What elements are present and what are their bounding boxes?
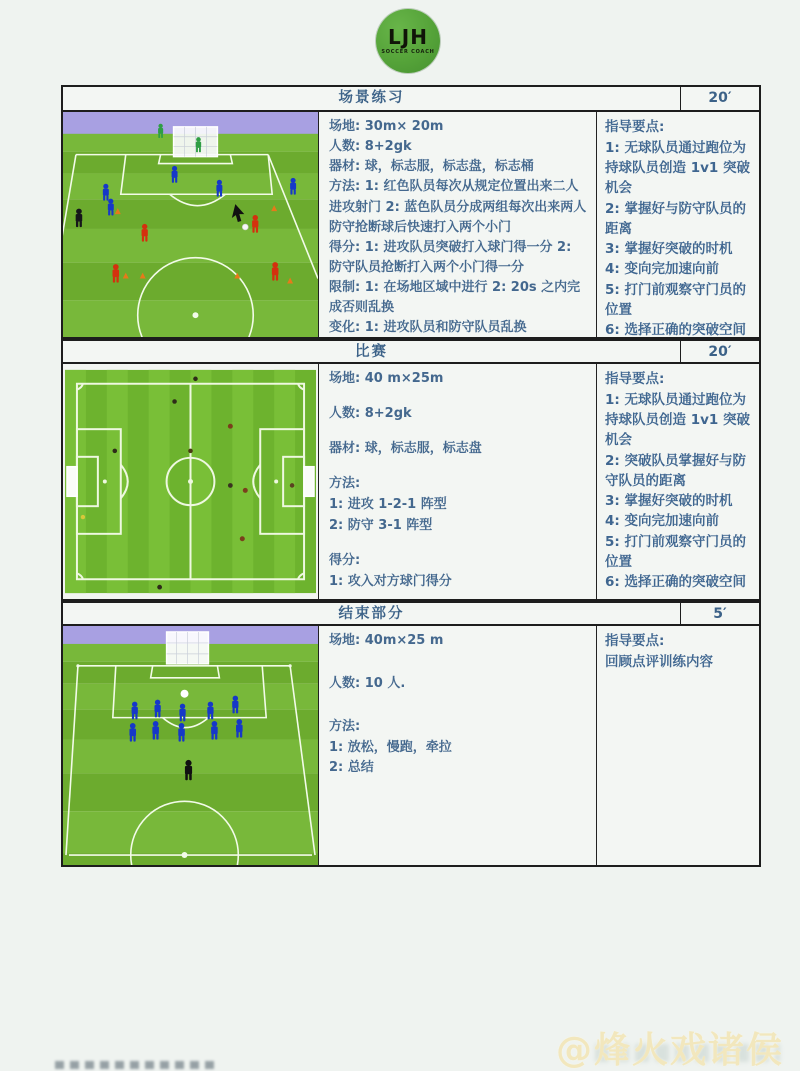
detail-line: 得分: [329,552,361,568]
detail-line: 1: 放松，慢跑，牵拉 [329,739,452,755]
coaching-point: 4: 变向完加速向前 [605,261,719,278]
coaching-point: 6: 选择正确的突破空间 [605,574,746,591]
training-plan-table [61,85,761,867]
coaching-points-title: 指导要点: [605,119,665,135]
detail-line: 人数: 8+2gk [329,406,412,422]
coaching-points-list [605,138,753,341]
coaching-points-list [605,390,753,593]
section2-header-row [63,339,759,364]
detail-line: 限制: 1: 在场地区域中进行 2: 20s 之内完成否则乱换 [329,280,581,316]
field-diagram-cooldown [63,626,319,865]
scenario-field-image [63,112,318,337]
coaching-points-list [605,652,753,672]
detail-line [329,425,588,439]
club-logo [376,9,440,73]
detail-line: 方法: [329,718,361,734]
coaching-point: 6: 选择正确的突破空间 [605,322,746,339]
drill-details-scenario [319,112,597,337]
detail-line: 2: 防守 3-1 阵型 [329,517,433,533]
detail-line: 场地: 40m×25 m [329,633,444,648]
logo-subtext: SOCCER COACH [381,49,435,55]
section1-title: 场景练习 [63,87,681,110]
watermark: @烽火戏诸侯 [556,1030,785,1071]
detail-line: 场地: 40 m×25m [329,371,444,386]
section3-title: 结束部分 [63,603,681,624]
detail-line: 2: 总结 [329,760,374,776]
detail-line [329,652,588,674]
drill-details-cooldown [319,626,597,865]
section1-header-row [63,87,759,112]
section2-content-row [63,364,759,601]
detail-line: 人数: 10 人. [329,675,406,691]
logo-text: LJH [388,25,428,49]
detail-line: 场地: 30m× 20m [329,119,444,134]
cooldown-field-image [63,626,318,865]
coaching-points-title: 指导要点: [605,371,665,387]
coaching-point: 1: 无球队员通过跑位为持球队员创造 1v1 突破机会 [605,391,750,449]
detail-line [329,390,588,404]
detail-line: 得分: 1: 进攻队员突破打入球门得一分 2: 防守队员抢断打入两个小门得一分 [329,239,572,275]
coaching-points-cooldown [597,626,759,865]
coaching-points-title: 指导要点: [605,633,665,649]
detail-line: 方法: 1: 红色队员每次从规定位置出来二人进攻射门 2: 蓝色队员分成两组每次出来两人防守抢断球后快速打入两个小门 [329,179,587,235]
section1-duration: 20′ [708,90,732,106]
ball-icon [181,690,189,698]
goal-icon [167,632,209,664]
coaching-point: 3: 掌握好突破的时机 [605,241,733,258]
goal-icon [174,127,218,157]
coaching-point: 3: 掌握好突破的时机 [605,493,733,510]
match-field-image [63,364,318,599]
section3-duration: 5′ [713,606,727,622]
coaching-points-scenario [597,112,759,337]
field-diagram-match [63,364,319,599]
section3-header-row [63,601,759,626]
ball-icon [242,224,248,230]
detail-line [329,695,588,717]
coaching-point: 1: 无球队员通过跑位为持球队员创造 1v1 突破机会 [605,139,750,197]
section1-content-row [63,112,759,339]
coaching-point: 2: 突破队员掌握好与防守队员的距离 [605,452,746,489]
coaching-point: 5: 打门前观察守门员的位置 [605,281,746,318]
detail-line: 人数: 8+2gk [329,139,412,155]
coaching-point: 4: 变向完加速向前 [605,513,719,530]
footer-smudge [55,1061,215,1069]
detail-line [329,460,588,474]
coaching-point: 回顾点评训练内容 [605,653,713,670]
section2-title: 比赛 [63,341,681,362]
detail-line: 器材: 球，标志服，标志盘 [329,441,482,457]
detail-line [329,537,588,551]
section2-duration: 20′ [708,344,732,360]
drill-details-match [319,364,597,599]
coaching-point: 2: 掌握好与防守队员的距离 [605,200,746,237]
field-diagram-scenario [63,112,319,337]
coaching-points-match [597,364,759,599]
section3-content-row [63,626,759,865]
detail-line: 变化: 1: 进攻队员和防守队员乱换 [329,320,527,336]
detail-line: 1: 进攻 1-2-1 阵型 [329,497,447,513]
detail-line: 1: 攻入对方球门得分 [329,573,452,589]
coaching-point: 5: 打门前观察守门员的位置 [605,533,746,570]
detail-line: 方法: [329,476,361,492]
detail-line: 器材: 球，标志服，标志盘，标志桶 [329,159,534,175]
